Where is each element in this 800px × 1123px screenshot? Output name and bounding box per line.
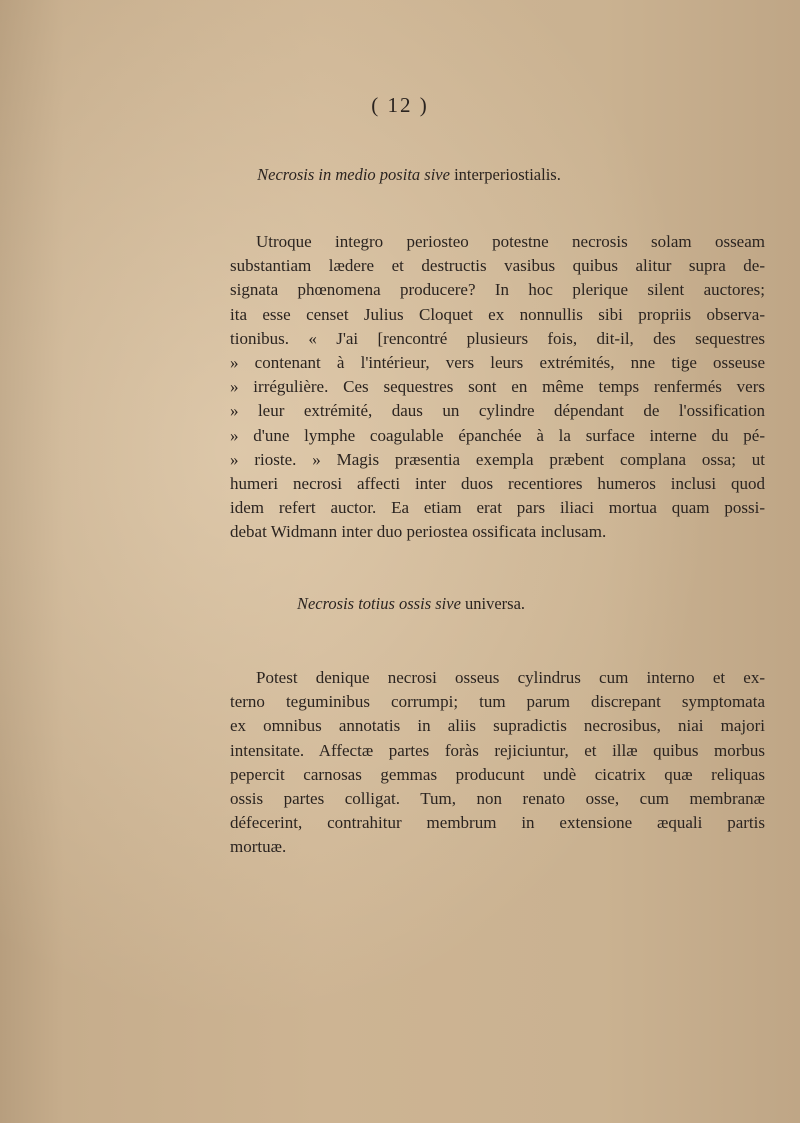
- paragraph-line: tionibus. « J'ai [rencontré plusieurs fois, dit-il, des sequestres: [230, 328, 765, 348]
- paragraph-line: signata phœnomena producere? In hoc plerique silent auctores;: [230, 280, 765, 300]
- heading-roman-text: interperiostialis.: [454, 165, 561, 184]
- paragraph-line: ex omnibus annotatis in aliis supradictis necrosibus, niai majori: [230, 716, 765, 736]
- paragraph-line: ossis partes colligat. Tum, non renato osse, cum membranæ: [230, 789, 765, 809]
- page-number: ( 12 ): [371, 93, 429, 117]
- paragraph-line: pepercit carnosas gemmas producunt undè cicatrix quæ reliquas: [230, 764, 765, 784]
- paragraph-line: défecerint, contrahitur membrum in extensione æquali partis: [230, 813, 765, 833]
- paragraph-line: ita esse censet Julius Cloquet ex nonnullis sibi propriis observa-: [230, 304, 765, 324]
- paragraph-universa: [230, 666, 765, 860]
- heading-italic-text: Necrosis totius ossis sive: [296, 594, 461, 613]
- paragraph-line: Potest denique necrosi osseus cylindrus cum interno et ex-: [256, 668, 765, 687]
- paragraph-line: » contenant à l'intérieur, vers leurs extrémités, nne tige osseuse: [230, 353, 765, 373]
- paragraph-line: mortuæ.: [230, 837, 287, 857]
- paragraph-line: terno teguminibus corrumpi; tum parum discrepant symptomata: [230, 692, 765, 712]
- paragraph-line: intensitate. Affectæ partes foràs rejiciuntur, et illæ quibus morbus: [230, 740, 765, 760]
- section-heading-universa: [0, 594, 800, 614]
- paragraph-line: idem refert auctor. Ea etiam erat pars iliaci mortua quam possi-: [230, 498, 765, 518]
- paragraph-line: » irrégulière. Ces sequestres sont en même temps renfermés vers: [230, 377, 765, 397]
- paragraph-line: » d'une lymphe coagulable épanchée à la surface interne du pé-: [230, 425, 765, 445]
- heading-italic-text: Necrosis in medio posita sive: [257, 165, 450, 184]
- paragraph-line: humeri necrosi affecti inter duos recentiores humeros inclusi quod: [230, 474, 765, 494]
- heading-roman-text: universa.: [465, 594, 526, 613]
- paragraph-line: » leur extrémité, daus un cylindre dépendant de l'ossification: [230, 401, 765, 421]
- section-heading-interperiostialis: [0, 165, 800, 185]
- paragraph-line: Utroque integro periosteo potestne necrosis solam osseam: [256, 232, 765, 251]
- paragraph-line: debat Widmann inter duo periostea ossificata inclusam.: [230, 522, 607, 542]
- paragraph-line: substantiam lædere et destructis vasibus quibus alitur supra de-: [230, 256, 765, 276]
- paragraph-interperiostialis: [230, 230, 765, 545]
- paragraph-line: » rioste. » Magis præsentia exempla præbent complana ossa; ut: [230, 449, 765, 469]
